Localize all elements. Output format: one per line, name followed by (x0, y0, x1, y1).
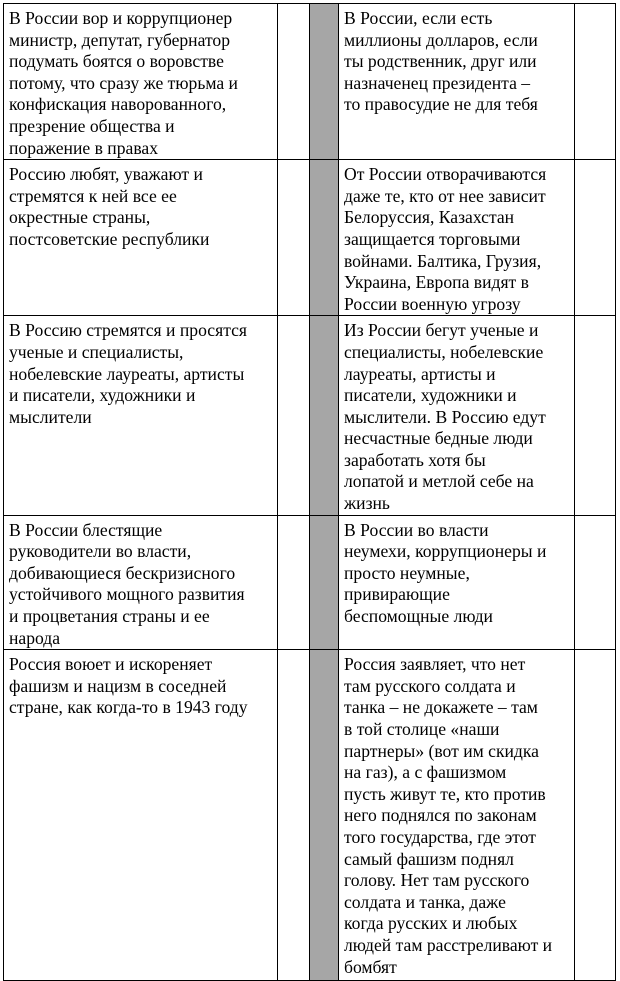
separator-column (310, 160, 339, 316)
right-mark-cell (575, 4, 616, 160)
left-mark-cell (278, 316, 310, 515)
left-cell (4, 650, 278, 981)
separator-column (310, 316, 339, 515)
left-cell (4, 4, 278, 160)
right-mark-cell (575, 650, 616, 981)
left-mark-cell (278, 650, 310, 981)
right-text: От России отворачиваются даже те, кто от нее зависит Белоруссия, Казахстан защищается торговыми войнами. Балтика, Грузия, Украина, Европа видят в России военную угрозу (344, 164, 547, 314)
right-text: В России во власти неумехи, коррупционеры и просто неумные, привирающие беспомощные люди (344, 519, 547, 627)
right-mark-cell (575, 160, 616, 316)
left-mark-cell (278, 515, 310, 650)
left-text: Россия воюет и искореняет фашизм и нацизм в соседней стране, как когда-то в 1943 году (9, 654, 248, 718)
right-text: Россия заявляет, что нет там русского солдата и танка – не докажете – там в той столице «наши партнеры» (вот им скидка на газ), а с фашизмом пусть живут те, кто против него поднялся по законам того государства, где этот самый фашизм поднял голову. Нет там русского солдата и танка, даже когда русских и любых людей там расстреливают и бомбят (344, 654, 553, 977)
comparison-table (3, 3, 616, 981)
right-cell (339, 316, 575, 515)
table-row (4, 515, 616, 650)
left-text: В Россию стремятся и просятся ученые и специалисты, нобелевские лауреаты, артисты и писатели, художники и мыслители (9, 320, 248, 427)
right-mark-cell (575, 316, 616, 515)
table-row (4, 4, 616, 160)
left-cell (4, 316, 278, 515)
separator-column (310, 515, 339, 650)
left-text: Россию любят, уважают и стремятся к ней все ее окрестные страны, постсоветские республики (9, 164, 210, 249)
right-cell (339, 4, 575, 160)
table-row (4, 316, 616, 515)
left-mark-cell (278, 4, 310, 160)
table-row (4, 650, 616, 981)
right-cell (339, 515, 575, 650)
right-cell (339, 160, 575, 316)
right-text: В России, если есть миллионы долларов, если ты родственник, друг или назначенец президента – то правосудие не для тебя (344, 8, 538, 115)
left-text: В России вор и коррупционер министр, депутат, губернатор подумать боятся о воровстве потому, что сразу же тюрьма и конфискация наворованного, презрение общества и поражение в правах (9, 8, 238, 158)
left-text: В России блестящие руководители во власти, добивающиеся бескризисного устойчивого мощного развития и процветания страны и ее народа (9, 519, 245, 648)
right-cell (339, 650, 575, 981)
left-mark-cell (278, 160, 310, 316)
right-text: Из России бегут ученые и специалисты, нобелевские лауреаты, артисты и писатели, художники и мыслители. В Россию едут несчастные бедные люди заработать хотя бы лопатой и метлой себе на жизнь (344, 320, 546, 514)
right-mark-cell (575, 515, 616, 650)
separator-column (310, 650, 339, 981)
left-cell (4, 515, 278, 650)
separator-column (310, 4, 339, 160)
left-cell (4, 160, 278, 316)
table-row (4, 160, 616, 316)
